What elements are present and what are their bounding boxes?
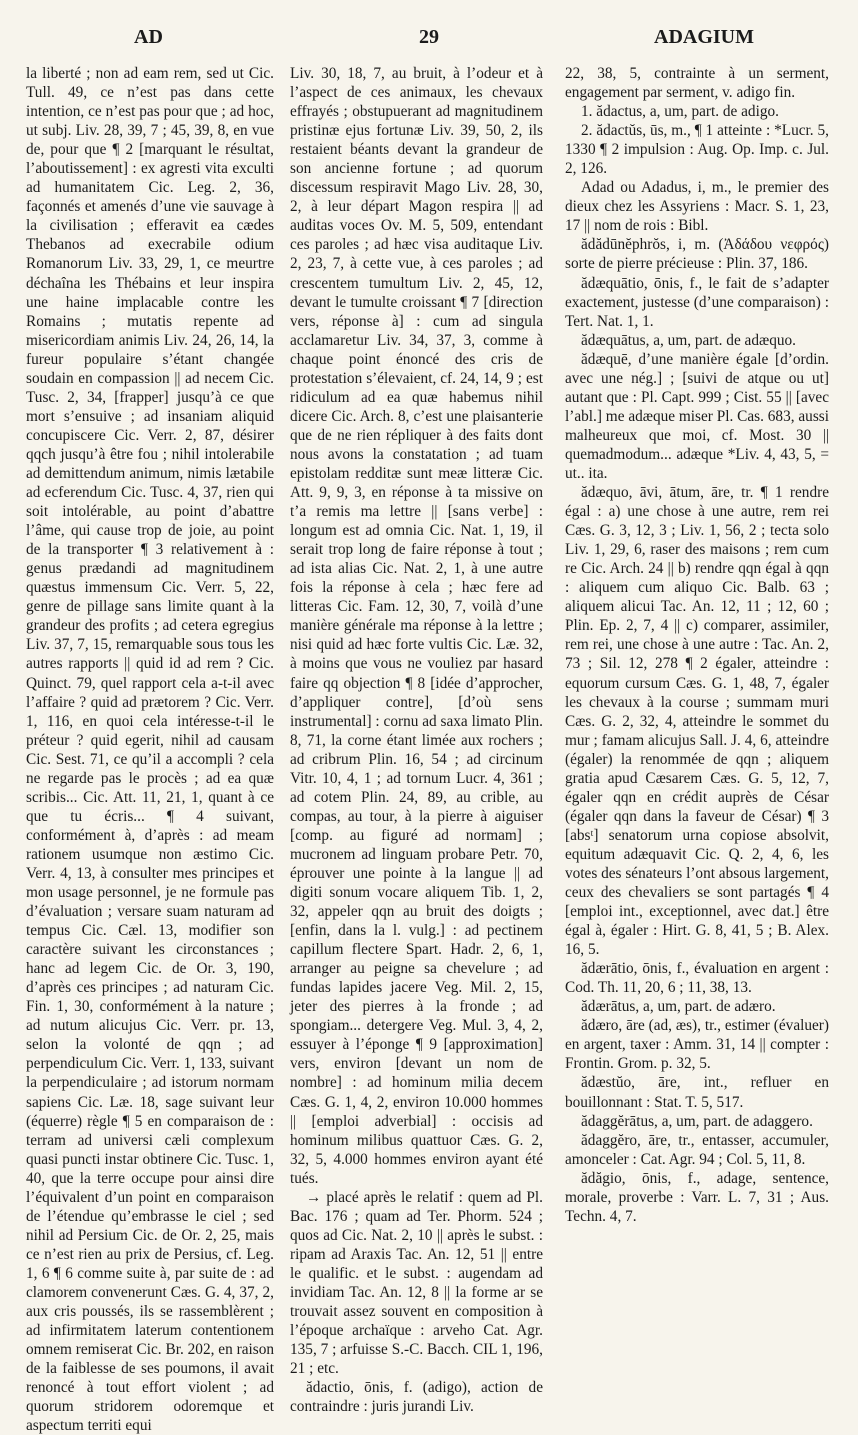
page-number: 29 (419, 26, 439, 48)
dictionary-entry: 2. ădactŭs, ūs, m., ¶ 1 atteinte : *Lucr. 5, 1330 ¶ 2 impulsion : Aug. Op. Imp. c. Jul. 2, 126. (565, 122, 829, 178)
dictionary-entry: ădæquo, āvi, ātum, āre, tr. ¶ 1 rendre égal : a) une chose à une autre, rem rei Cæs. G. 3, 12, 3 ; Liv. 1, 56, 2 ; tecta solo Liv. 1, 29, 6, raser des maisons ; rem cum re Cic. Arch. 24 || b) rendre qqn égal à qqn : aliquem cum aliquo Cic. Balb. 63 ; aliquem alicui Tac. An. 12, 11 ; 12, 60 ; Plin. Ep. 2, 7, 4 || c) comparer, assimiler, rem rei, une chose à une autre : Tac. An. 2, 73 ; Sil. 12, 278 ¶ 2 égaler, atteindre : equorum cursum Cæs. G. 1, 48, 7, égaler les chevaux à la course ; summam muri Cæs. G. 2, 32, 4, atteindre le sommet du mur ; famam alicujus Sall. J. 4, 6, atteindre (égaler) la renommée de qqn ; aliquem gratia apud Cæsarem Cæs. G. 5, 12, 7, égaler qqn en crédit auprès de César (égaler qqn dans la faveur de César) ¶ 3 [absᵗ] senatorum urna copiose absolvit, equitum adæquavit Cic. Q. 2, 4, 6, les votes des sénateurs l’ont absous largement, ceux des chevaliers se sont partagés ¶ 4 [emploi int., exceptionnel, avec dat.] être égal à, égaler : Hirt. G. 8, 41, 5 ; B. Alex. 16, 5. (565, 484, 829, 959)
dictionary-entry: ădærātus, a, um, part. de adæro. (581, 998, 776, 1016)
entry-continuation: Liv. 30, 18, 7, au bruit, à l’odeur et à l’aspect de ces animaux, les chevaux effrayés ; obstupuerant ad magnitudinem pristinæ ejus fortunæ Liv. 39, 50, 2, ils restaient béants devant la grandeur de son ancienne fortune ; ad quorum discessum respiravit Mago Liv. 28, 30, 2, à leur départ Magon respira || ad auditas voces Ov. M. 5, 509, entendant ces paroles ; ad hæc visa auditaque Liv. 2, 23, 7, à cette vue, à ces paroles ; ad crescentem tumultum Liv. 2, 45, 12, devant le tumulte croissant ¶ 7 [direction vers, réponse à] : cum ad singula acclamaretur Liv. 34, 37, 3, comme à chaque point énoncé des cris de protestation s’élevaient, cf. 24, 14, 9 ; est ridiculum ad ea quæ habemus nihil dicere Cic. Arch. 8, c’est une plaisanterie que de ne rien répliquer à des faits dont nous avons la constatation ; ad tuam epistolam redditæ sunt meæ litteræ Cic. Att. 9, 9, 3, en réponse à ta missive on t’a remis ma lettre || [sans verbe] : longum est ad omnia Cic. Nat. 1, 19, il serait trop long de faire réponse à tout ; ad ista alias Cic. Nat. 2, 1, à une autre fois la réponse à cela ; hæc fere ad litteras Cic. Fam. 12, 30, 7, voilà d’une manière générale ma réponse à la lettre ; nisi quid ad hæc forte vultis Cic. Læ. 32, à moins que vous ne vouliez par hasard faire qq objection ¶ 8 [idée d’approcher, d’appliquer contre], [d’où sens instrumental] : cornu ad saxa limato Plin. 8, 71, la corne étant limée aux rochers ; ad cribrum Plin. 16, 54 ; ad circinum Vitr. 10, 4, 1 ; ad tornum Lucr. 4, 361 ; ad cotem Plin. 24, 89, au crible, au compas, au tour, à la pierre à aiguiser [comp. au figuré ad normam] ; mucronem ad linguam probare Petr. 70, éprouver une pointe à la langue || ad digiti sonum vocare aliquem Tib. 1, 2, 32, appeler qqn au bruit des doigts ; [enfin, dans la l. vulg.] : ad pectinem capillum flectere Spart. Hadr. 2, 6, 1, arranger au peigne sa chevelure ; ad fundas lapides jacere Veg. Mil. 2, 15, jeter des pierres à la fronde ; ad spongiam... detergere Veg. Mul. 3, 4, 2, essuyer à l’éponge ¶ 9 [approximation] vers, environ [devant un nom de nombre] : ad hominum milia decem Cæs. G. 1, 4, 2, environ 10.000 hommes || [emploi adverbial] : occisis ad hominum milibus quattuor Cæs. G. 2, 32, 5, 4.000 hommes environ ayant été tués. (290, 65, 543, 1187)
dictionary-entry: 1. ădactus, a, um, part. de adigo. (581, 103, 779, 121)
dictionary-entry: ădaggĕro, āre, tr., entasser, accumuler, amonceler : Cat. Agr. 94 ; Col. 5, 11, 8. (565, 1131, 829, 1168)
text-column-left (26, 64, 274, 1435)
running-header (0, 26, 858, 56)
text-column-middle (290, 64, 543, 1416)
dictionary-entry: ădæquātus, a, um, part. de adæquo. (581, 331, 796, 349)
dictionary-entry: ădæstŭo, āre, int., refluer en bouillonnant : Stat. T. 5, 517. (565, 1074, 829, 1111)
text-column-right (565, 64, 829, 1354)
entry-continuation: 22, 38, 5, contrainte à un serment, engagement par serment, v. adigo fin. (565, 65, 829, 102)
dictionary-entry: ădærātio, ōnis, f., évaluation en argent : Cod. Th. 11, 20, 6 ; 11, 38, 13. (565, 960, 829, 997)
usage-note: → placé après le relatif : quem ad Pl. Bac. 176 ; quam ad Ter. Phorm. 524 ; quos ad Cic. Nat. 2, 10 || après le subst. : ripam ad Araxis Tac. An. 12, 51 || entre le qualific. et le subst. : augendam ad invidiam Tac. An. 12, 8 || la forme ar se trouvait assez souvent en composition à l’époque archaïque : arveho Cat. Agr. 135, 7 ; arfuisse S.-C. Bacch. CIL 1, 196, 21 ; etc. (290, 1188, 543, 1378)
dictionary-entry: ădæquātio, ōnis, f., le fait de s’adapter exactement, justesse (d’une comparaison) : Tert. Nat. 1, 1. (565, 274, 829, 330)
dictionary-entry: ădaggĕrātus, a, um, part. de adaggero. (581, 1112, 813, 1130)
dictionary-entry: ădădūnĕphrŏs, i, m. (Ἀδάδου νεφρός) sorte de pierre précieuse : Plin. 37, 186. (565, 236, 829, 273)
dictionary-entry: Adad ou Adadus, i, m., le premier des dieux chez les Assyriens : Macr. S. 1, 23, 17 || nom de rois : Bibl. (565, 179, 829, 235)
left-guideword: AD (134, 26, 163, 48)
right-guideword: ADAGIUM (654, 26, 754, 48)
dictionary-entry: ădăgio, ōnis, f., adage, sentence, morale, proverbe : Varr. L. 7, 31 ; Aus. Techn. 4, 7. (565, 1169, 829, 1225)
entry-continuation: la liberté ; non ad eam rem, sed ut Cic. Tull. 49, ce n’est pas dans cette intention, ce n’est pas pour que ; ad hoc, ut subj. Liv. 28, 39, 7 ; 45, 39, 8, en vue de, pour que ¶ 2 [marquant le résultat, l’aboutissement] : ex agresti vita exculti ad humanitatem Cic. Leg. 2, 36, façonnés et amenés d’une vie sauvage à la civilisation ; efferavit ea cædes Thebanos ad execrabile odium Romanorum Liv. 33, 29, 1, ce meurtre déchaîna les Thébains et leur inspira une haine implacable contre les Romains ; mutatis repente ad misericordiam animis Liv. 24, 26, 14, la fureur populaire s’étant changée soudain en compassion || ad necem Cic. Tusc. 2, 34, [frapper] jusqu’à ce que mort s’ensuive ; ad insaniam aliquid concupiscere Cic. Verr. 2, 87, désirer qqch jusqu’à être fou ; nihil intolerabile ad demittendum animum, nimis lætabile ad ecferendum Cic. Tusc. 4, 37, rien qui soit intolérable, au point d’abattre l’âme, qui cause trop de joie, au point de la transporter ¶ 3 relativement à : genus prædandi ad magnitudinem quæstus immensum Cic. Verr. 5, 22, genre de pillage sans limite quant à la grandeur des profits ; ad cetera egregius Liv. 37, 7, 15, remarquable sous tous les autres rapports || quid id ad rem ? Cic. Quinct. 79, quel rapport cela a-t-il avec l’affaire ? quid ad prætorem ? Cic. Verr. 1, 116, en quoi cela intéresse-t-il le préteur ? quid egerit, nihil ad causam Cic. Sest. 71, ce qu’il a accompli ? cela ne regarde pas le procès ; ad ea quæ scribis... Cic. Att. 11, 21, 1, quant à ce que tu écris... ¶ 4 suivant, conformément à, d’après : ad meam rationem usumque non æstimo Cic. Verr. 4, 13, à consulter mes principes et mon usage personnel, je ne formule pas d’évaluation ; versare suam naturam ad tempus Cic. Cæl. 13, modifier son caractère suivant les circonstances ; hanc ad legem Cic. de Or. 3, 190, d’après ces principes ; ad naturam Cic. Fin. 1, 30, conformément à la nature ; ad nutum alicujus Cic. Verr. pr. 13, selon la volonté de qqn ; ad perpendiculum Cic. Verr. 1, 133, suivant la perpendiculaire ; ad istorum normam sapiens Cic. Læ. 18, sage suivant leur (équerre) règle ¶ 5 en comparaison de : terram ad universi cæli complexum quasi puncti instar obtinere Cic. Tusc. 1, 40, que la terre occupe pour ainsi dire l’équivalent d’un point en comparaison de l’étendue qu’embrasse le ciel ; sed nihil ad Persium Cic. de Or. 2, 25, mais ce n’est rien au prix de Persius, cf. Leg. 1, 6 ¶ 6 comme suite à, par suite de : ad clamorem convenerunt Cæs. G. 4, 37, 2, aux cris poussés, ils se rassemblèrent ; ad infirmitatem laterum contentionem omnem remiserat Cic. Br. 202, en raison de la faiblesse de ses poumons, il avait renoncé à tout effort violent ; ad quorum stridorem odoremque et aspectum territi equi (26, 65, 274, 1435)
dictionary-entry: ădæro, āre (ad, æs), tr., estimer (évaluer) en argent, taxer : Amm. 31, 14 || compter : Frontin. Grom. p. 32, 5. (565, 1017, 829, 1073)
dictionary-entry: ădæquē, d’une manière égale [d’ordin. avec une nég.] ; [suivi de atque ou ut] autant que : Pl. Capt. 999 ; Cist. 55 || [avec l’abl.] me adæque miser Pl. Cas. 683, aussi malheureux que moi, cf. Most. 30 || quemadmodum... adæque *Liv. 4, 43, 5, = ut.. ita. (565, 350, 829, 482)
dictionary-entry: ădactio, ōnis, f. (adigo), action de contraindre : juris jurandi Liv. (290, 1379, 543, 1416)
